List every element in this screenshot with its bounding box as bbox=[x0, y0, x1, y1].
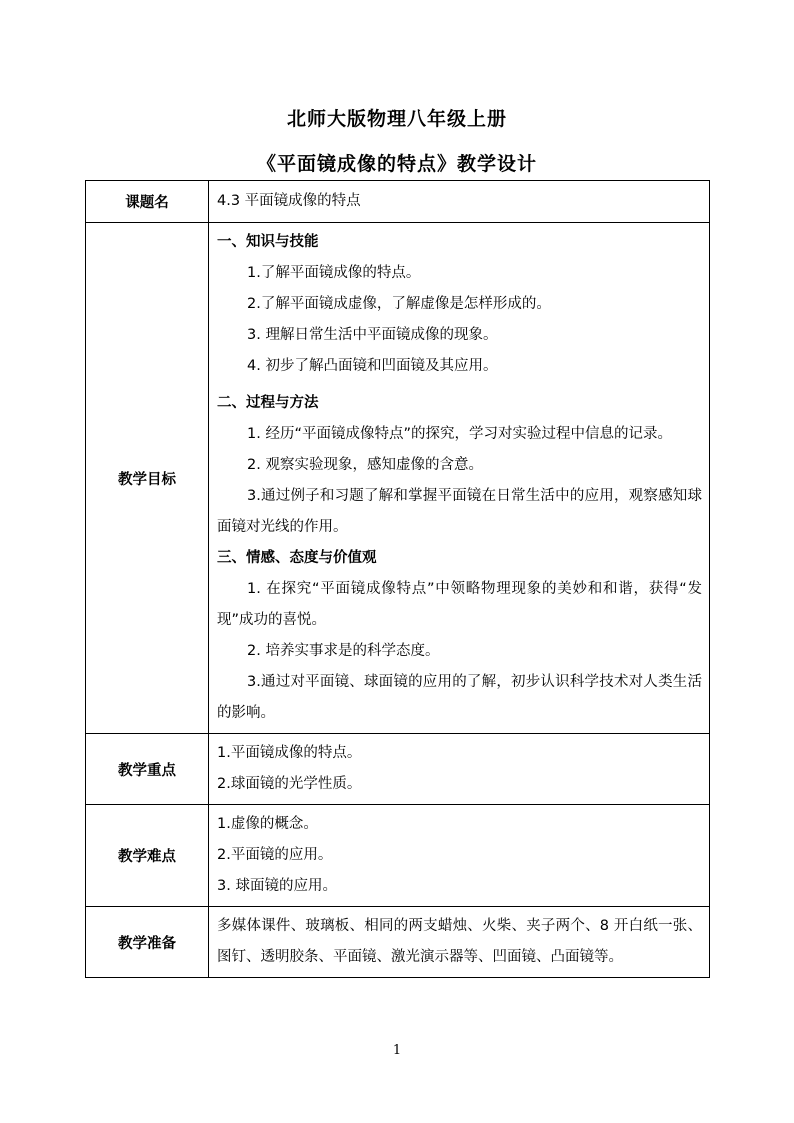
section-heading: 一、知识与技能 bbox=[217, 234, 319, 250]
list-item: 1. 在探究“平面镜成像特点”中领略物理现象的美妙和和谐，获得“发现”成功的喜悦。 bbox=[217, 581, 702, 628]
list-item: 2.了解平面镜成虚像，了解虚像是怎样形成的。 bbox=[247, 296, 551, 312]
list-item: 2.球面镜的光学性质。 bbox=[217, 776, 362, 792]
list-item: 3.通过对平面镜、球面镜的应用的了解，初步认识科学技术对人类生活的影响。 bbox=[217, 674, 702, 721]
list-item: 3. 理解日常生活中平面镜成像的现象。 bbox=[247, 327, 498, 343]
page-number: 1 bbox=[392, 1043, 402, 1058]
preparation-content bbox=[209, 907, 710, 978]
document-subtitle: 《平面镜成像的特点》教学设计 bbox=[256, 153, 537, 175]
list-item: 3.通过例子和习题了解和掌握平面镜在日常生活中的应用，观察感知球面镜对光线的作用。 bbox=[217, 488, 702, 535]
objectives-label: 教学目标 bbox=[86, 223, 209, 734]
list-item: 1.虚像的概念。 bbox=[217, 816, 318, 832]
preparation-label: 教学准备 bbox=[86, 907, 209, 978]
list-item: 1. 经历“平面镜成像特点”的探究，学习对实验过程中信息的记录。 bbox=[247, 426, 672, 442]
list-item: 3. 球面镜的应用。 bbox=[217, 878, 337, 894]
list-item: 2. 培养实事求是的科学态度。 bbox=[247, 643, 440, 659]
list-item: 4. 初步了解凸面镜和凹面镜及其应用。 bbox=[247, 358, 498, 374]
table-row-preparation bbox=[86, 907, 710, 978]
list-item: 2. 观察实验现象，感知虚像的含意。 bbox=[247, 457, 483, 473]
list-item: 2.平面镜的应用。 bbox=[217, 847, 333, 863]
difficulties-content bbox=[209, 805, 710, 907]
table-row-objectives bbox=[86, 223, 710, 734]
topic-label: 课题名 bbox=[86, 181, 209, 223]
section-heading: 三、情感、态度与价值观 bbox=[217, 550, 377, 566]
key-points-label: 教学重点 bbox=[86, 734, 209, 805]
lesson-plan-table bbox=[85, 180, 710, 978]
objectives-content bbox=[209, 223, 710, 734]
difficulties-label: 教学难点 bbox=[86, 805, 209, 907]
document-title: 北师大版物理八年级上册 bbox=[286, 108, 507, 130]
topic-value: 4.3 平面镜成像的特点 bbox=[209, 181, 710, 223]
list-item: 1.平面镜成像的特点。 bbox=[217, 745, 362, 761]
table-row-key-points bbox=[86, 734, 710, 805]
table-row-topic bbox=[86, 181, 710, 223]
preparation-text: 多媒体课件、玻璃板、相同的两支蜡烛、火柴、夹子两个、8 开白纸一张、图钉、透明胶条、平面镜、激光演示器等、凹面镜、凸面镜等。 bbox=[217, 918, 702, 965]
table-row-difficulties bbox=[86, 805, 710, 907]
key-points-content bbox=[209, 734, 710, 805]
list-item: 1.了解平面镜成像的特点。 bbox=[247, 265, 421, 281]
section-heading: 二、过程与方法 bbox=[217, 395, 319, 411]
